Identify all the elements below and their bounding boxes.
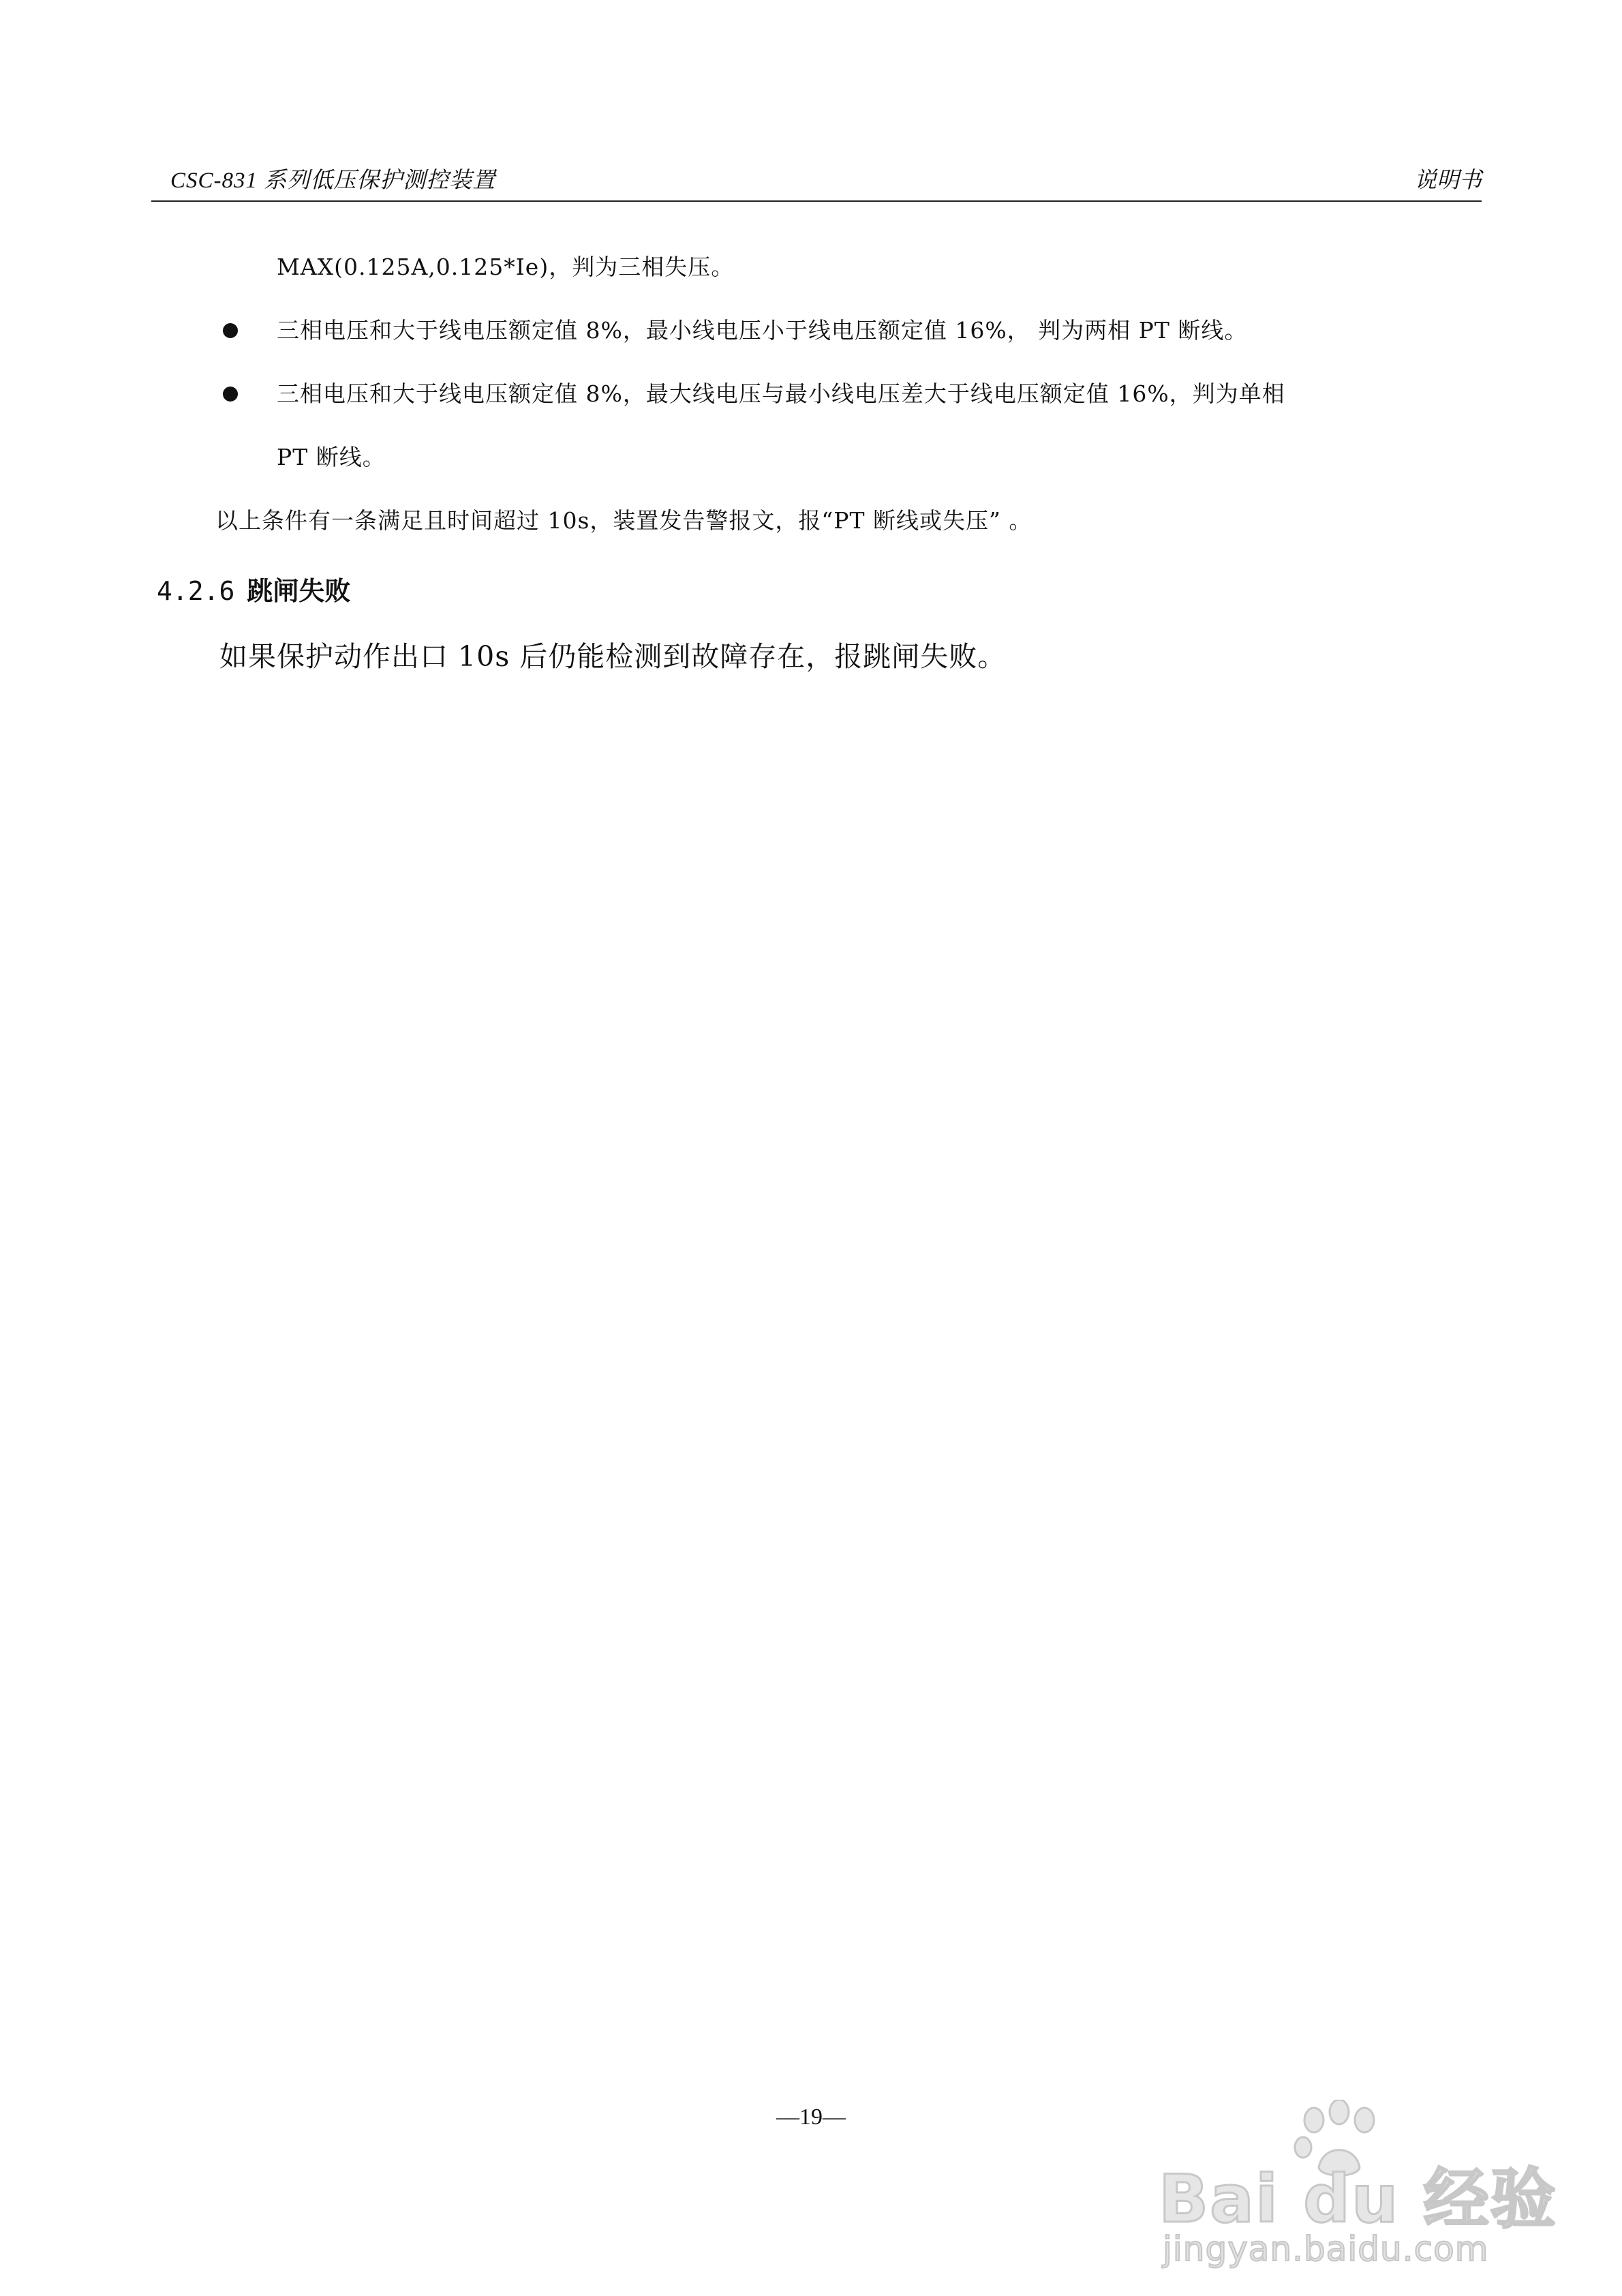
section-number: 4.2.6 [157, 576, 235, 606]
document-type: 说明书 [1414, 168, 1482, 193]
page-number: —19— [776, 2104, 846, 2130]
section-heading [157, 570, 350, 607]
page-header [151, 158, 1482, 202]
bullet-item-two-phase-pt: 三相电压和大于线电压额定值 8%，最小线电压小于线电压额定值 16%， 判为两相 PT 断线。 [277, 317, 1248, 344]
summary-paragraph: 以上条件有一条满足且时间超过 10s，装置发告警报文，报“PT 断线或失压” 。 [215, 507, 1032, 534]
document-title: CSC-831 系列低压保护测控装置 [170, 168, 496, 193]
section-body: 如果保护动作出口 10s 后仍能检测到故障存在，报跳闸失败。 [219, 640, 1007, 673]
watermark-brand: Bai du 经验 [1159, 2161, 1557, 2237]
bullet-item-single-phase-pt-line1: 三相电压和大于线电压额定值 8%，最大线电压与最小线电压差大于线电压额定值 16%，判为单相 [277, 380, 1285, 407]
bullet-dot-icon [223, 323, 238, 338]
continuation-line: MAX(0.125A,0.125*Ie)，判为三相失压。 [277, 254, 735, 280]
baidu-jingyan-watermark [1159, 2100, 1557, 2270]
watermark-url: jingyan.baidu.com [1163, 2229, 1489, 2269]
section-title: 跳闸失败 [247, 575, 351, 606]
bullet-item-single-phase-pt-line2: PT 断线。 [277, 444, 386, 470]
bullet-dot-icon [223, 387, 238, 402]
